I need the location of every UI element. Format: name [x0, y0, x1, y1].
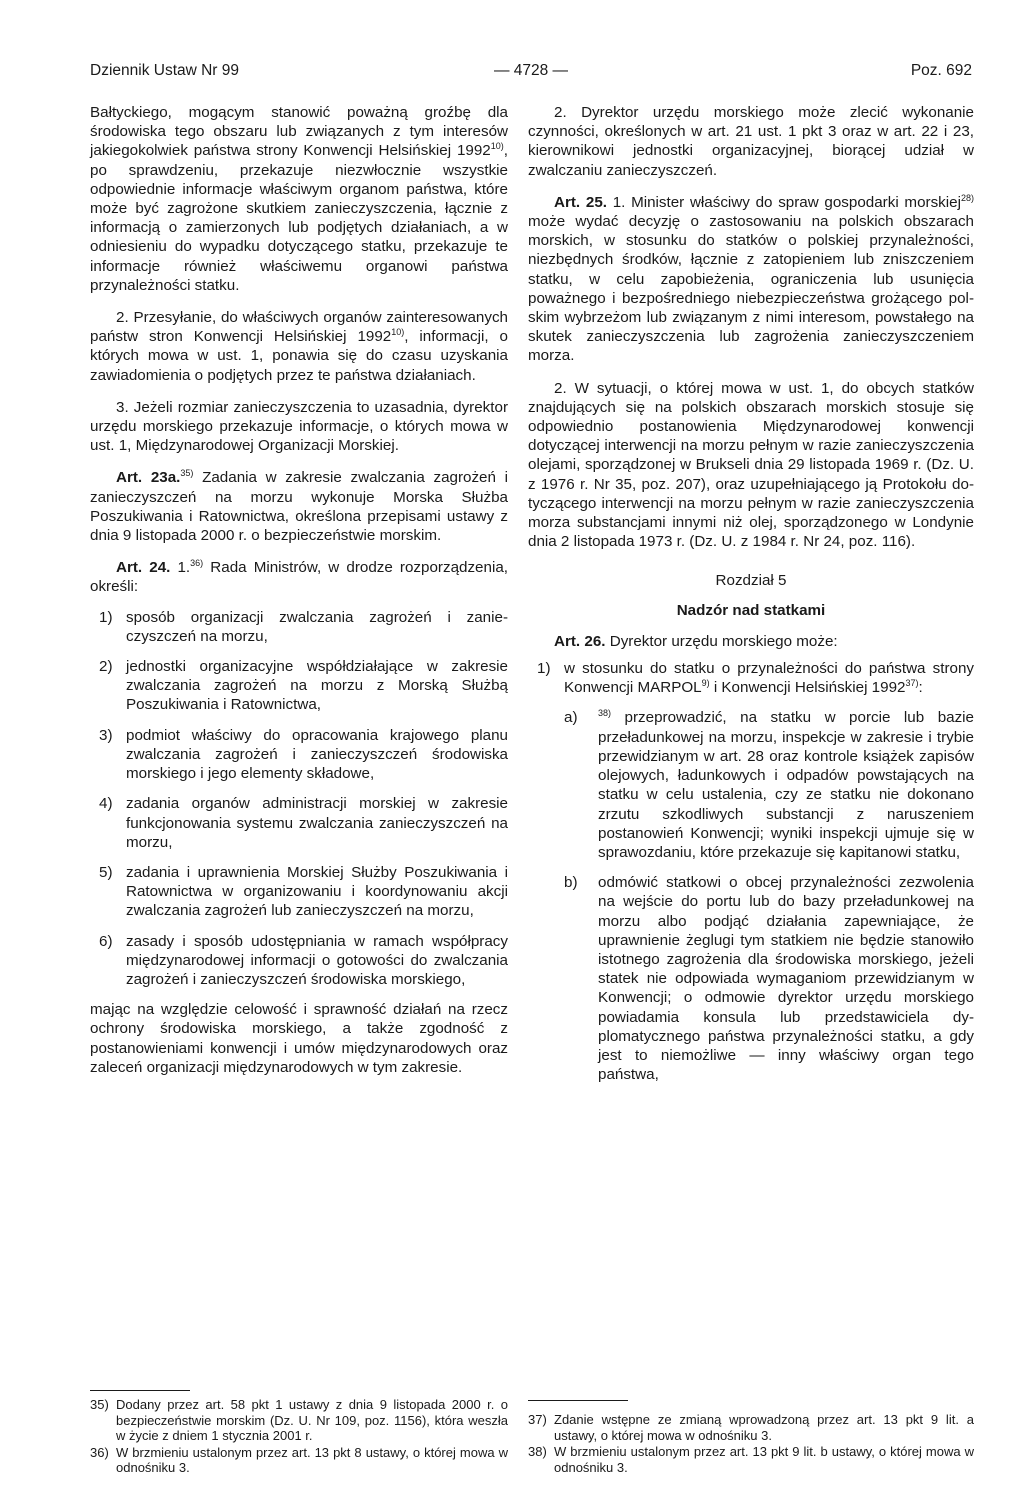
position-number: Poz. 692	[910, 62, 972, 79]
left-column	[90, 103, 508, 1090]
paragraph-2-delegation: 2. Dyrektor urzędu morskiego może zlecić wykonanie czynności, określonych w art. 21 ust. 1 pkt 3 oraz w art. 22 i 23, kierownikowi jednostki organizacyjnej, biorącej udział w zwalczaniu zanieczyszczeń.	[528, 104, 974, 179]
footnote-rule-right	[528, 1400, 628, 1401]
footnote: 37) Zdanie wstępne ze zmianą wprowadzoną przez art. 13 pkt 9 lit. a ustawy, o której mowa w odnośniku 3.	[528, 1412, 974, 1443]
paragraph-3: 3. Jeżeli rozmiar zanieczyszczenia to uzasadnia, dyrektor urzędu morskiego przekazuje informacje, o których mowa w ust. 1, Międzynarodowej Organizacji Morskiej.	[90, 398, 508, 455]
footnotes-right	[528, 1412, 974, 1476]
footnote: 35) Dodany przez art. 58 pkt 1 ustawy z dnia 9 listopada 2000 r. o bezpieczeństwie morskim (Dz. U. Nr 109, poz. 1156), która weszła w życie z dniem 1 stycznia 2001 r.	[90, 1397, 508, 1443]
right-column	[528, 103, 974, 1095]
footnote: 38) W brzmieniu ustalonym przez art. 13 pkt 9 lit. b ustawy, o której mowa w odnośniku 3.	[528, 1444, 974, 1475]
list-item: 5) zadania i uprawnienia Morskiej Służby Poszukiwania i Ratownictwa w organizowaniu i koordynowaniu akcji zwalczania zagrożeń lub zanieczyszczeń na morzu,	[99, 863, 508, 920]
article-24: Art. 24. 1.$^{36)}$ Rada Ministrów, w drodze rozporządzenia, określi:	[90, 558, 508, 596]
footnote-rule-left	[90, 1390, 190, 1391]
list-item: 3) podmiot właściwy do opracowania krajowego planu zwalczania zagrożeń i zanieczyszczeń środowiska morskiego i jego elementy składowe,	[99, 726, 508, 783]
article-25-paragraph-2: 2. W sytuacji, o której mowa w ust. 1, do obcych statków znajdujących się na polskich obszarach morskich stosuje się odpowiednio postanowienia Międzynarodowej konwencji dotyczącej interwencji na morzu pełnym w razie zanieczyszczenia olejami, sporządzonej w Brukseli dnia 29 listopada 1969 r. (Dz. U. z 1976 r. Nr 35, poz. 207), oraz uzupełniającego ją Protokołu dotyczącego interwencji na morzu pełnym w razie zanieczyszczenia morza substancjami innymi niż olej, sporządzonego w Londynie dnia 2 listopada 1973 r. (Dz. U. z 1984 r. Nr 24, poz. 116).	[528, 379, 974, 551]
footnote: 36) W brzmieniu ustalonym przez art. 13 pkt 8 ustawy, o której mowa w odnośniku 3.	[90, 1444, 508, 1475]
list-item: 1) sposób organizacji zwalczania zagrożeń i zanieczyszczeń na morzu,	[99, 608, 508, 645]
chapter-title: Nadzór nad statkami	[676, 601, 826, 619]
page-number: — 4728 —	[493, 62, 569, 79]
journal-title: Dziennik Ustaw Nr 99	[90, 62, 240, 79]
page-header	[90, 62, 972, 88]
list-item: 2) jednostki organizacyjne współdziałające w zakresie zwalczania zagrożeń na morzu z Morską Służbą Poszukiwania i Ratownictwa,	[99, 658, 508, 714]
article-26: Art. 26. Dyrektor urzędu morskiego może:	[554, 632, 838, 650]
footnotes-left	[90, 1397, 508, 1477]
sub-item-b: b) odmówić statkowi o obcej przynależności zezwolenia na wejście do portu lub do bazy przeładunkowej na morzu albo podjąć działania zapewniające, że uprawnienie żeglugi tym statkiem nie będzie stanowiło istotnego zagrożenia dla środowiska morskiego, jeżeli statek nie odpowiada wymaganiom przewidzianym w Konwencji; o odmowie dyrektor urzędu morskiego powiadamia konsula lub przedstawiciela dyplomatycznego państwa przynależności statku, a gdy jest to niemożliwe — inny właściwy organ tego państwa,	[564, 874, 974, 1084]
closing-paragraph: mając na względzie celowość i sprawność działań na rzecz ochrony środowiska morskiego, a także zgodność z postanowieniami konwencji i umów międzynarodowych oraz zaleceń organizacji międzynarodowych w tym zakresie.	[90, 1001, 508, 1076]
article-25: Art. 25. 1. Minister właściwy do spraw gospodarki morskiej$^{28)}$ może wydać decyzję o zastosowaniu na polskich obszarach morskich, w stosunku do statków o polskiej przynależności, niezbędnych środków, łącznie z zatopieniem lub zniszczeniem statku, w celu zapobieżenia, ograniczenia lub usunięcia poważnego i bezpośredniego niebezpieczeństwa grożącego polskim wybrzeżom lub związanym z nimi interesom, powstałego na skutek zanieczyszczenia lub zagrożenia zanieczyszczeniem morza.	[528, 192, 974, 365]
paragraph-continuation: Bałtyckiego, mogącym stanowić poważną groźbę dla środowiska tego obszaru lub związanych z tym interesów jakiegokolwiek państwa strony Konwencji Helsińskiej 1992$^{10)}$, po sprawdzeniu, przekazuje niezwłocznie wszystkie odpowiednie informacje właściwym organom państwa, które może być zagrożone skutkiem zanieczyszczenia, łącznie z informacją o zamierzonych lub podjętych działaniach, a w odniesieniu do wypadku dotyczącego statku, przekazuje te informacje również właściwemu organowi państwa przynależności statku.	[90, 104, 508, 294]
list-item: 6) zasady i sposób udostępniania w ramach współpracy międzynarodowej informacji o gotowości do zwalczania zagrożeń i zanieczyszczeń środowiska morskiego,	[99, 932, 508, 988]
chapter-number: Rozdział 5	[715, 572, 787, 590]
list-item: 1) w stosunku do statku o przynależności do państwa strony Konwencji MARPOL$^{9)}$ i Konwencji Helsińskiej 1992$^{37)}$:	[537, 660, 974, 697]
list-item: 4) zadania organów administracji morskiej w zakresie funkcjonowania systemu zwalczania zanieczyszczeń na morzu,	[99, 795, 508, 851]
article-23a: Art. 23a.$^{35)}$ Zadania w zakresie zwalczania zagrożeń i zanieczyszczeń na morzu wykonuje Morska Służba Poszukiwania i Ratownictwa, określona przepisami ustawy z dnia 9 listopada 2000 r. o bezpieczeństwie morskim.	[90, 468, 508, 545]
paragraph-2: 2. Przesyłanie, do właściwych organów zainteresowanych państw stron Konwencji Helsińskiej 1992$^{10)}$, informacji, o których mowa w ust. 1, ponawia się do czasu uzyskania zawiadomienia o podjętych przez te państwa działaniach.	[90, 309, 508, 384]
sub-item-a: a) $^{38)}$ przeprowadzić, na statku w porcie lub bazie przeładunkowej na morzu, inspekcje w zakresie i trybie przewidzianym w art. 28 oraz kontrole książek zapisów olejowych, ładunkowych i odpadów powstających na statku w celu ustalenia, czy ze statku nie dokonano zrzutu szkodliwych substancji z naruszeniem postanowień Konwencji; wyniki inspekcji ujmuje się w sprawozdaniu, które przekazuje się kapitanowi statku,	[564, 708, 974, 861]
